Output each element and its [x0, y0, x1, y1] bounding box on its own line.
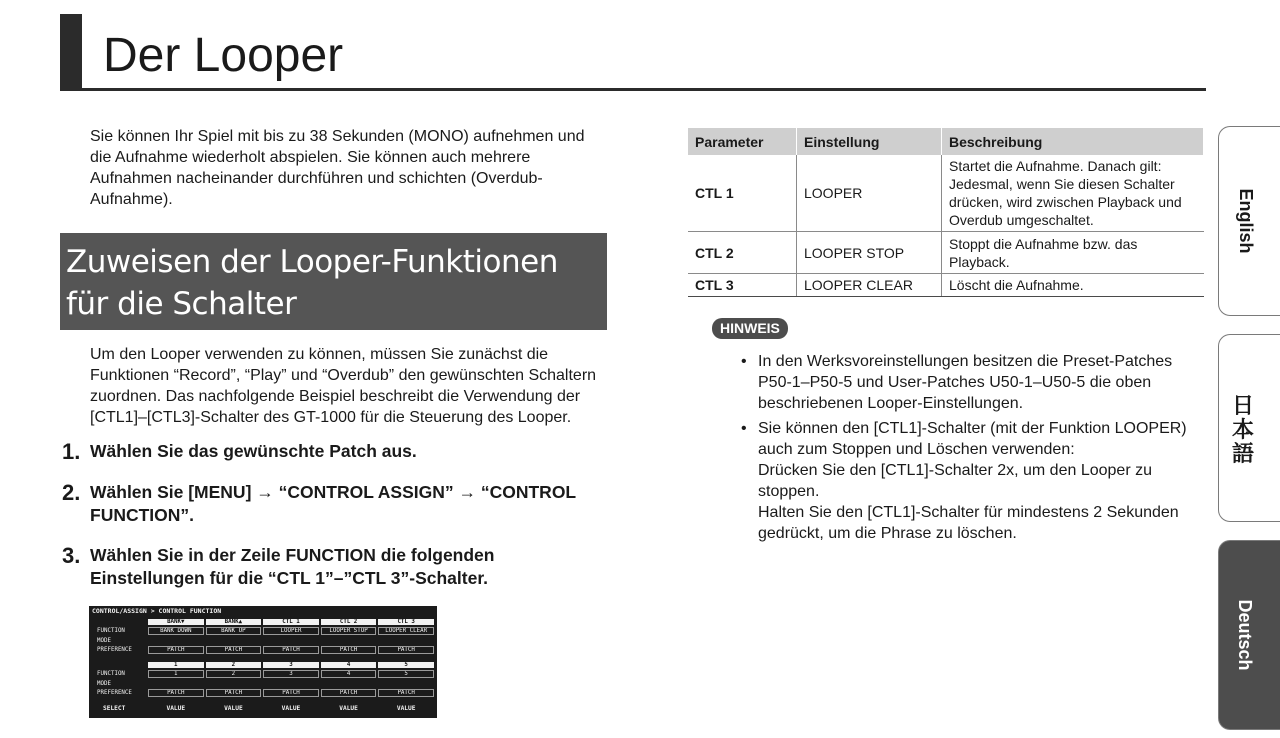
list-item — [738, 351, 1188, 414]
lcd-cell: BANK DOWN — [148, 627, 204, 635]
lcd-cell: PATCH — [378, 646, 434, 654]
lcd-cell: 4 — [321, 670, 377, 678]
lcd-header: CTL 2 — [321, 619, 377, 625]
table-cell-parameter: CTL 1 — [688, 155, 797, 232]
step-3 — [62, 544, 600, 590]
note-text: Drücken Sie den [CTL1]-Schalter 2x, um den Looper zu stoppen. — [758, 462, 1152, 500]
lcd-cell: PATCH — [321, 689, 377, 697]
lcd-header: CTL 3 — [378, 619, 434, 625]
lcd-top-header-row — [91, 618, 435, 626]
lcd-title: CONTROL/ASSIGN > CONTROL FUNCTION — [92, 607, 222, 615]
table-cell-setting: LOOPER CLEAR — [797, 274, 942, 297]
bullet-icon: • — [741, 420, 747, 437]
tab-label: Deutsch — [1235, 599, 1256, 671]
lcd-mode-row — [91, 637, 435, 645]
table-row — [688, 232, 1204, 274]
lcd-header: BANK▼ — [148, 619, 204, 625]
table-cell-description: Löscht die Aufnahme. — [942, 274, 1204, 297]
lcd-footer-label: SELECT — [103, 704, 126, 712]
lcd-cell: PATCH — [263, 646, 319, 654]
lcd-screen — [89, 606, 437, 718]
tab-japanese[interactable] — [1218, 334, 1280, 522]
step-text: Wählen Sie das gewünschte Patch aus. — [90, 441, 417, 461]
lcd-footer-cell: VALUE — [224, 704, 243, 712]
table-cell-description: Startet die Aufnahme. Danach gilt: Jedesmal, wenn Sie diesen Schalter drücken, wird zwischen Playback und Overdub umgeschaltet. — [942, 155, 1204, 232]
lcd-bottom-header-row — [91, 661, 435, 669]
lcd-footer-cell: VALUE — [396, 704, 416, 712]
lcd-cell: PATCH — [206, 646, 262, 654]
step-text: Wählen Sie [MENU] → “CONTROL ASSIGN” → “CONTROL FUNCTION”. — [90, 482, 576, 525]
table-row — [688, 274, 1204, 297]
lcd-row-label: MODE — [97, 638, 111, 644]
notes-list — [738, 351, 1188, 548]
table-cell-setting: LOOPER STOP — [797, 232, 942, 274]
hinweis-badge: HINWEIS — [712, 318, 788, 339]
lcd-footer-cell: VALUE — [166, 704, 186, 712]
lcd-cell: 2 — [206, 670, 262, 678]
lcd-preference-row — [91, 689, 435, 697]
lcd-header: 2 — [206, 662, 262, 668]
lcd-cell: PATCH — [148, 646, 204, 654]
note-text: Sie können den [CTL1]-Schalter (mit der Funktion LOOPER) auch zum Stoppen und Löschen verwenden: — [758, 420, 1187, 458]
lcd-footer-row — [91, 704, 435, 712]
page-title: Der Looper — [103, 29, 344, 82]
lcd-cell: LOOPER STOP — [321, 627, 377, 635]
tab-label: English — [1236, 188, 1257, 254]
lcd-header: 3 — [263, 662, 319, 668]
lcd-row-label: FUNCTION — [97, 628, 125, 634]
lcd-footer-cell: VALUE — [281, 704, 301, 712]
lcd-cell: LOOPER CLEAR — [378, 627, 434, 635]
table-header: Einstellung — [797, 128, 942, 155]
table-cell-parameter: CTL 3 — [688, 274, 797, 297]
table-cell-description: Stoppt die Aufnahme bzw. das Playback. — [942, 232, 1204, 274]
lcd-cell: 1 — [148, 670, 204, 678]
table-header: Parameter — [688, 128, 797, 155]
lcd-header: 1 — [148, 662, 204, 668]
tab-label: 日本語 — [1231, 394, 1254, 467]
list-item — [738, 418, 1188, 544]
bullet-icon: • — [741, 353, 747, 370]
table-header: Beschreibung — [942, 128, 1204, 155]
lcd-function-row — [91, 627, 435, 635]
lcd-cell: PATCH — [148, 689, 204, 697]
parameter-table — [688, 128, 1204, 297]
lcd-cell: 3 — [263, 670, 319, 678]
lcd-cell: PATCH — [206, 689, 262, 697]
lcd-cell: 5 — [378, 670, 434, 678]
lcd-cell: BANK UP — [206, 627, 262, 635]
step-2 — [62, 481, 600, 527]
lcd-header: BANK▲ — [206, 619, 262, 625]
step-1 — [62, 440, 600, 465]
lcd-header: CTL 1 — [263, 619, 319, 625]
lcd-row-label: MODE — [97, 681, 111, 687]
table-cell-parameter: CTL 2 — [688, 232, 797, 274]
lcd-mode-row — [91, 680, 435, 688]
table-cell-setting: LOOPER — [797, 155, 942, 232]
step-text: Wählen Sie in der Zeile FUNCTION die folgenden Einstellungen für die “CTL 1”–”CTL 3”-Schalter. — [90, 545, 495, 588]
lcd-cell: PATCH — [263, 689, 319, 697]
lcd-cell: LOOPER — [263, 627, 319, 635]
lcd-row-label: PREFERENCE — [97, 690, 132, 696]
lcd-row-label: FUNCTION — [97, 671, 125, 677]
lcd-footer-cell: VALUE — [339, 704, 358, 712]
title-accent-bar — [60, 14, 82, 88]
tab-deutsch[interactable] — [1218, 540, 1280, 730]
tab-english[interactable] — [1218, 126, 1280, 316]
lcd-cell: PATCH — [321, 646, 377, 654]
note-text: In den Werksvoreinstellungen besitzen die Preset-Patches P50-1–P50-5 und User-Patches U50-1–U50-5 die oben beschriebenen Looper-Einstellungen. — [758, 353, 1173, 412]
lcd-header: 5 — [378, 662, 434, 668]
lcd-cell: PATCH — [378, 689, 434, 697]
step-number: 3. — [62, 543, 81, 568]
note-text: Halten Sie den [CTL1]-Schalter für mindestens 2 Sekunden gedrückt, um die Phrase zu löschen. — [758, 504, 1179, 542]
lcd-preference-row — [91, 646, 435, 654]
lcd-header: 4 — [321, 662, 377, 668]
lcd-function-row — [91, 670, 435, 678]
title-rule — [60, 88, 1206, 91]
step-number: 1. — [62, 439, 81, 464]
section-heading: Zuweisen der Looper-Funktionen für die Schalter — [60, 233, 607, 330]
table-row — [688, 155, 1204, 232]
step-number: 2. — [62, 480, 81, 505]
lcd-row-label: PREFERENCE — [97, 647, 132, 653]
section-paragraph: Um den Looper verwenden zu können, müssen Sie zunächst die Funktionen “Record”, “Play” und “Overdub” den gewünschten Schaltern zuordnen. Das nachfolgende Beispiel beschreibt die Verwendung der [CTL1]–[CTL3]-Schalter des GT-1000 für die Steuerung des Looper. — [90, 346, 597, 426]
intro-paragraph: Sie können Ihr Spiel mit bis zu 38 Sekunden (MONO) aufnehmen und die Aufnahme wiederholt abspielen. Sie können auch mehrere Aufnahmen nacheinander durchführen und schichten (Overdub-Aufnahme). — [90, 128, 585, 208]
table-header-row — [688, 128, 1204, 155]
